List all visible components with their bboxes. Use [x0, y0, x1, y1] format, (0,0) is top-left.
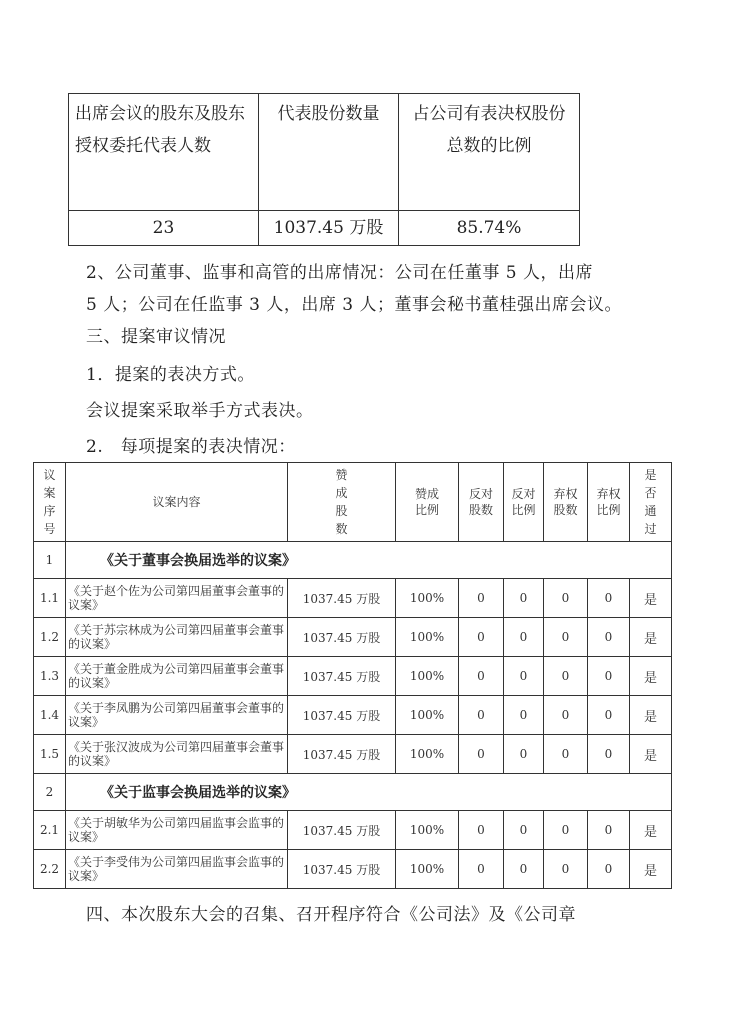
table-row — [34, 811, 672, 850]
item-against-ratio: 0 — [504, 735, 544, 774]
attendance-value-row — [69, 211, 580, 246]
item-against-ratio: 0 — [504, 579, 544, 618]
item-abstain-shares: 0 — [544, 657, 588, 696]
attendance-table — [68, 93, 580, 246]
item-abstain-shares: 0 — [544, 579, 588, 618]
item-for-ratio: 100% — [396, 850, 459, 889]
item-content: 《关于李凤鹏为公司第四届董事会董事的议案》 — [66, 696, 288, 735]
item-for-shares: 1037.45 万股 — [288, 657, 396, 696]
item-abstain-ratio: 0 — [588, 696, 630, 735]
item-content: 《关于董金胜成为公司第四届董事会董事的议案》 — [66, 657, 288, 696]
header-against-ratio: 反对比例 — [504, 463, 544, 542]
item-against-ratio: 0 — [504, 696, 544, 735]
attendance-header-cell: 占公司有表决权股份总数的比例 — [399, 94, 580, 211]
vote-table-header — [34, 463, 672, 542]
subsection-2-title: 2. 每项提案的表决情况： — [86, 437, 296, 457]
attendance-value-cell: 85.74% — [399, 211, 580, 246]
attendance-value-cell: 1037.45 万股 — [259, 211, 399, 246]
item-seq: 1.4 — [34, 696, 66, 735]
attendance-header-row — [69, 94, 580, 211]
item-abstain-shares: 0 — [544, 696, 588, 735]
item-against-shares: 0 — [459, 657, 504, 696]
item-for-shares: 1037.45 万股 — [288, 696, 396, 735]
item-abstain-shares: 0 — [544, 618, 588, 657]
attendance-paragraph-line1: 2、公司董事、监事和高管的出席情况：公司在任董事 5 人，出席 — [86, 263, 593, 283]
item-against-ratio: 0 — [504, 850, 544, 889]
item-against-shares: 0 — [459, 850, 504, 889]
header-seq: 议案序号 — [34, 463, 66, 542]
item-abstain-ratio: 0 — [588, 579, 630, 618]
item-seq: 1.2 — [34, 618, 66, 657]
item-against-ratio: 0 — [504, 811, 544, 850]
item-content: 《关于苏宗林成为公司第四届董事会董事的议案》 — [66, 618, 288, 657]
header-for-shares: 赞成股数 — [288, 463, 396, 542]
header-abstain-ratio: 弃权比例 — [588, 463, 630, 542]
attendance-paragraph-line2: 5 人；公司在任监事 3 人，出席 3 人；董事会秘书董桂强出席会议。 — [86, 295, 622, 315]
group-title: 《关于董事会换届选举的议案》 — [66, 542, 672, 579]
item-seq: 2.1 — [34, 811, 66, 850]
item-abstain-ratio: 0 — [588, 850, 630, 889]
item-abstain-ratio: 0 — [588, 618, 630, 657]
header-for-ratio: 赞成比例 — [396, 463, 459, 542]
table-row — [34, 618, 672, 657]
header-abstain-shares: 弃权股数 — [544, 463, 588, 542]
item-abstain-ratio: 0 — [588, 735, 630, 774]
header-against-shares: 反对股数 — [459, 463, 504, 542]
item-abstain-shares: 0 — [544, 850, 588, 889]
group-row — [34, 542, 672, 579]
section-heading-three: 三、提案审议情况 — [86, 327, 226, 347]
item-against-ratio: 0 — [504, 657, 544, 696]
table-row — [34, 657, 672, 696]
item-for-ratio: 100% — [396, 657, 459, 696]
table-row — [34, 579, 672, 618]
item-against-shares: 0 — [459, 579, 504, 618]
attendance-header-cell: 出席会议的股东及股东授权委托代表人数 — [69, 94, 259, 211]
attendance-value-cell: 23 — [69, 211, 259, 246]
item-content: 《关于李受伟为公司第四届监事会监事的议案》 — [66, 850, 288, 889]
vote-table — [33, 462, 672, 889]
item-for-ratio: 100% — [396, 735, 459, 774]
group-row — [34, 774, 672, 811]
item-abstain-ratio: 0 — [588, 657, 630, 696]
item-against-ratio: 0 — [504, 618, 544, 657]
attendance-header-cell: 代表股份数量 — [259, 94, 399, 211]
item-passed: 是 — [630, 579, 672, 618]
item-against-shares: 0 — [459, 811, 504, 850]
item-for-shares: 1037.45 万股 — [288, 850, 396, 889]
item-content: 《关于张汉波成为公司第四届董事会董事的议案》 — [66, 735, 288, 774]
item-for-shares: 1037.45 万股 — [288, 579, 396, 618]
item-content: 《关于赵个佐为公司第四届董事会董事的议案》 — [66, 579, 288, 618]
item-abstain-shares: 0 — [544, 811, 588, 850]
subsection-1-title: 1．提案的表决方式。 — [86, 365, 255, 385]
item-for-ratio: 100% — [396, 618, 459, 657]
table-row — [34, 696, 672, 735]
item-seq: 1.3 — [34, 657, 66, 696]
item-seq: 1.1 — [34, 579, 66, 618]
group-title: 《关于监事会换届选举的议案》 — [66, 774, 672, 811]
item-passed: 是 — [630, 618, 672, 657]
item-for-ratio: 100% — [396, 811, 459, 850]
item-passed: 是 — [630, 696, 672, 735]
item-against-shares: 0 — [459, 618, 504, 657]
item-passed: 是 — [630, 811, 672, 850]
item-for-shares: 1037.45 万股 — [288, 735, 396, 774]
item-passed: 是 — [630, 657, 672, 696]
item-for-shares: 1037.45 万股 — [288, 618, 396, 657]
item-for-ratio: 100% — [396, 696, 459, 735]
item-against-shares: 0 — [459, 696, 504, 735]
item-passed: 是 — [630, 735, 672, 774]
group-seq: 1 — [34, 542, 66, 579]
item-abstain-ratio: 0 — [588, 811, 630, 850]
item-passed: 是 — [630, 850, 672, 889]
item-for-ratio: 100% — [396, 579, 459, 618]
item-abstain-shares: 0 — [544, 735, 588, 774]
table-row — [34, 850, 672, 889]
item-seq: 2.2 — [34, 850, 66, 889]
item-against-shares: 0 — [459, 735, 504, 774]
subsection-1-text: 会议提案采取举手方式表决。 — [86, 401, 314, 421]
header-content: 议案内容 — [66, 463, 288, 542]
item-seq: 1.5 — [34, 735, 66, 774]
table-row — [34, 735, 672, 774]
section-heading-four: 四、本次股东大会的召集、召开程序符合《公司法》及《公司章 — [86, 905, 576, 925]
header-passed: 是否通过 — [630, 463, 672, 542]
group-seq: 2 — [34, 774, 66, 811]
item-content: 《关于胡敏华为公司第四届监事会监事的议案》 — [66, 811, 288, 850]
item-for-shares: 1037.45 万股 — [288, 811, 396, 850]
